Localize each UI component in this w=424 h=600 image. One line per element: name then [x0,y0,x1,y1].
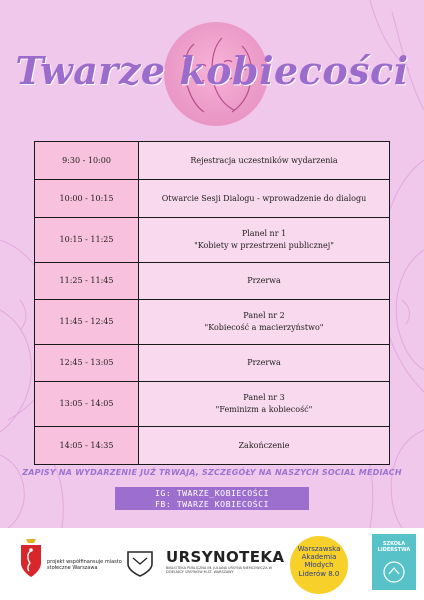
panel-number: Panel nr 3 [243,393,285,403]
schedule-row [35,382,390,427]
schedule-time: 14:05 - 14:35 [35,427,139,465]
schedule-event [139,300,390,345]
library-badge-icon [125,548,155,578]
social-media-box [115,487,309,510]
panel-number: Planel nr 1 [241,229,287,239]
schedule-row [35,263,390,300]
schedule-event [139,382,390,427]
instagram-handle[interactable]: IG: TWARZE_KOBIECOŚCI [154,488,269,498]
warsaw-crest-icon [17,537,45,581]
schedule-event [139,142,390,180]
schedule-time: 13:05 - 14:05 [35,382,139,427]
panel-topic: "Kobiecość a macierzyństwo" [204,323,324,332]
schedule-row [35,180,390,218]
schedule-event [139,427,390,465]
schedule-event-line: Rejestracja uczestników wydarzenia [190,155,338,165]
academy-line: Liderów 8.0 [298,569,340,578]
schedule-event [139,263,390,300]
schedule-row [35,142,390,180]
ursynoteka-logo-text: URSYNOTEKA [166,548,285,566]
schedule-time: 10:15 - 11:25 [35,218,139,263]
academy-line: Akademia [301,553,337,562]
schedule-event-line: Przerwa [247,276,281,286]
leader-line: LIDERSTWA [377,547,411,553]
panel-number: Panel nr 2 [243,311,285,321]
schedule-table [34,141,390,465]
schedule-row [35,427,390,465]
leadership-school-icon [380,560,408,584]
facebook-handle[interactable]: FB: TWARZE KOBIECOŚCI [154,498,269,509]
academy-line: Młodych [304,561,334,570]
schedule-time: 9:30 - 10:00 [35,142,139,180]
panel-topic: "Feminizm a kobiecość" [215,405,313,414]
schedule-event-line: Zakończenie [238,440,290,450]
ursynoteka-subtitle: BIBLIOTEKA PUBLICZNA IM. JULIANA URSYNA NIEMCEWICZA W DZIELNICY URSYNÓW M.ST. WARSZAWY [166,566,272,575]
schedule-event [139,180,390,218]
schedule-row [35,300,390,345]
leader-line: SZKOŁA [382,541,406,547]
schedule-event-line: Przerwa [247,358,281,368]
signup-notice: ZAPISY NA WYDARZENIE JUŻ TRWAJĄ, SZCZEGÓŁY NA NASZYCH SOCIAL MEDIACH [22,468,402,477]
academy-line: Warszawska [297,545,341,553]
schedule-time: 12:45 - 13:05 [35,345,139,382]
cofunding-text: projekt współfinansuje miasto stołeczne Warszawa [47,559,122,572]
event-title: Twarze kobiecości [15,48,409,93]
schedule-event-line: Otwarcie Sesji Dialogu - wprowadzenie do dialogu [161,193,367,203]
schedule-event [139,345,390,382]
schedule-time: 11:45 - 12:45 [35,300,139,345]
panel-topic: "Kobiety w przestrzeni publicznej" [194,241,334,250]
schedule-event [139,218,390,263]
schedule-row [35,345,390,382]
schedule-time: 10:00 - 10:15 [35,180,139,218]
academy-logo [290,536,348,594]
schedule-row [35,218,390,263]
schedule-time: 11:25 - 11:45 [35,263,139,300]
